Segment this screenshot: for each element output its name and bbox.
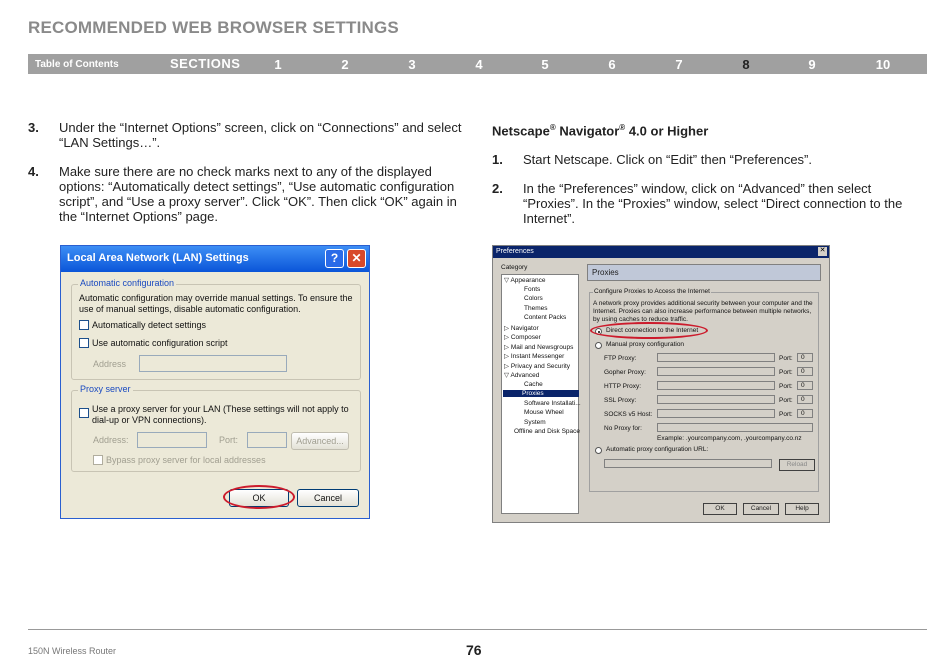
port-label: Port: [779,355,793,362]
ssl-proxy-label: SSL Proxy: [604,397,637,404]
proxy-address-label: Address: [93,435,129,445]
help-icon[interactable]: ? [325,249,344,268]
cancel-button[interactable]: Cancel [297,489,359,507]
example-text: Example: .yourcompany.com, .yourcompany.co.nz [657,435,802,442]
page-title: RECOMMENDED WEB BROWSER SETTINGS [28,18,399,37]
step-4 [28,164,468,224]
proxy-port-input[interactable] [247,432,287,448]
gopher-port-input[interactable]: 0 [797,367,813,376]
socks-host-input[interactable] [657,409,775,418]
manual-proxy-radio[interactable] [595,342,602,349]
tree-item-privacy[interactable]: ▷ Privacy and Security [504,362,571,370]
section-link-7[interactable]: 7 [675,57,683,72]
gopher-proxy-input[interactable] [657,367,775,376]
step-number: 1. [492,152,503,168]
section-link-8[interactable]: 8 [742,57,750,72]
ftp-proxy-input[interactable] [657,353,775,362]
tree-item-messenger[interactable]: ▷ Instant Messenger [504,353,565,360]
close-icon[interactable]: ✕ [347,249,366,268]
no-proxy-input[interactable] [657,423,813,432]
section-link-3[interactable]: 3 [408,57,416,72]
port-label: Port: [779,397,793,404]
proxy-port-label: Port: [219,435,239,445]
step-text: Start Netscape. Click on “Edit” then “Preferences”. [523,152,813,168]
dialog-titlebar [493,246,829,258]
http-proxy-label: HTTP Proxy: [604,383,642,390]
tree-item[interactable]: Themes [524,304,548,312]
step-1 [492,152,912,167]
step-number: 4. [28,164,39,179]
advanced-button[interactable]: Advanced... [291,432,349,450]
auto-proxy-radio[interactable] [595,447,602,454]
tree-item[interactable]: Mouse Wheel [524,409,564,416]
netscape-preferences-dialog [492,245,830,523]
step-text: Under the “Internet Options” screen, click on “Connections” and select “LAN Settings…”. [59,120,462,150]
gopher-proxy-label: Gopher Proxy: [604,369,646,376]
group-label: Configure Proxies to Access the Internet [594,288,710,295]
port-label: Port: [779,369,793,376]
dialog-title: Preferences [496,248,534,255]
reload-button[interactable]: Reload [779,459,815,471]
step-number: 2. [492,181,503,197]
step-text: In the “Preferences” window, click on “Advanced” then select “Proxies”. In the “Proxies” window, select “Direct connection to the Internet”. [523,181,903,227]
port-label: Port: [779,383,793,390]
auto-detect-label: Automatically detect settings [92,320,207,330]
tree-item-composer[interactable]: ▷ Composer [504,334,541,341]
tree-item-proxies-selected[interactable]: Proxies [503,390,579,397]
auto-proxy-url-input[interactable] [604,459,772,468]
tree-item[interactable]: System [524,418,546,426]
socks-port-input[interactable]: 0 [797,409,813,418]
footer-divider [28,629,927,630]
address-label: Address [93,359,127,369]
step-3 [28,120,468,150]
table-of-contents-link[interactable]: Table of Contents [35,59,119,70]
ok-button[interactable]: OK [703,503,737,515]
ssl-proxy-input[interactable] [657,395,775,404]
highlight-oval [590,322,708,339]
proxy-address-input[interactable] [137,432,207,448]
tree-item[interactable]: Software Installati... [524,399,581,407]
tree-item[interactable]: Fonts [524,285,541,293]
auto-script-label: Use automatic configuration script [92,338,228,348]
help-button[interactable]: Help [785,503,819,515]
step-2 [492,181,912,226]
section-link-5[interactable]: 5 [541,57,549,72]
auto-detect-checkbox[interactable] [79,320,89,330]
tree-item[interactable]: Cache [524,380,543,388]
tree-item[interactable]: Offline and Disk Space [514,428,580,435]
netscape-heading: Netscape® Navigator® 4.0 or Higher [492,123,709,139]
no-proxy-label: No Proxy for: [604,425,642,432]
step-text: Make sure there are no check marks next to any of the displayed options: “Automatically detect settings”, “Use automatic configuration script”, and “Use a proxy server”. Click “OK”. Then click “OK” again in the “Internet Options” page. [59,164,457,224]
section-link-9[interactable]: 9 [808,57,816,72]
auto-script-checkbox[interactable] [79,338,89,348]
right-column [492,120,912,240]
section-link-4[interactable]: 4 [475,57,483,72]
script-address-input[interactable] [139,355,287,372]
section-link-2[interactable]: 2 [341,57,349,72]
close-icon[interactable]: ✕ [819,247,826,254]
proxy-description: A network proxy provides additional security between your computer and the Internet. Proxies can also increase performance between multiple networks, by using caches to reduce traffic. [593,300,813,323]
group-label: Proxy server [80,384,131,394]
tree-item-mail[interactable]: ▷ Mail and Newsgroups [504,343,574,351]
bypass-local-checkbox[interactable] [93,455,103,465]
http-proxy-input[interactable] [657,381,775,390]
tree-item[interactable]: Colors [524,295,543,302]
ssl-port-input[interactable]: 0 [797,395,813,404]
sections-label: SECTIONS [170,56,241,71]
page-number: 76 [466,642,482,658]
footer-product: 150N Wireless Router [28,646,117,656]
dialog-titlebar [61,246,369,272]
use-proxy-checkbox[interactable] [79,408,89,418]
direct-connection-label: Direct connection to the Internet [606,327,699,334]
section-link-10[interactable]: 10 [875,57,891,72]
group-label: Automatic configuration [80,278,175,288]
step-number: 3. [28,120,39,135]
left-column [28,120,468,238]
http-port-input[interactable]: 0 [797,381,813,390]
cancel-button[interactable]: Cancel [743,503,779,515]
socks-host-label: SOCKS v5 Host: [604,411,653,418]
tree-item-advanced[interactable]: ▽ Advanced [504,372,540,379]
manual-proxy-label: Manual proxy configuration [606,341,685,348]
panel-header: Proxies [587,264,821,281]
auto-config-description: Automatic configuration may override manual settings. To ensure the use of manual settings, disable automatic configuration. [79,293,353,314]
lan-settings-dialog [60,245,370,519]
section-link-6[interactable]: 6 [608,57,616,72]
ok-button[interactable]: OK [229,489,289,507]
ftp-proxy-label: FTP Proxy: [604,355,637,362]
tree-item[interactable]: Content Packs [524,314,567,321]
highlight-oval [223,485,295,509]
dialog-title: Local Area Network (LAN) Settings [67,252,249,264]
category-label: Category [501,264,528,271]
auto-proxy-label: Automatic proxy configuration URL: [606,446,709,453]
tree-item-navigator[interactable]: ▷ Navigator [504,324,539,332]
bypass-local-label: Bypass proxy server for local addresses [106,455,266,465]
section-link-1[interactable]: 1 [274,57,282,72]
category-tree [501,274,579,514]
tree-item-appearance[interactable]: ▽ Appearance [504,277,546,284]
section-nav [28,54,927,74]
use-proxy-label: Use a proxy server for your LAN (These settings will not apply to dial-up or VPN connections). [92,404,349,425]
ftp-port-input[interactable]: 0 [797,353,813,362]
port-label: Port: [779,411,793,418]
